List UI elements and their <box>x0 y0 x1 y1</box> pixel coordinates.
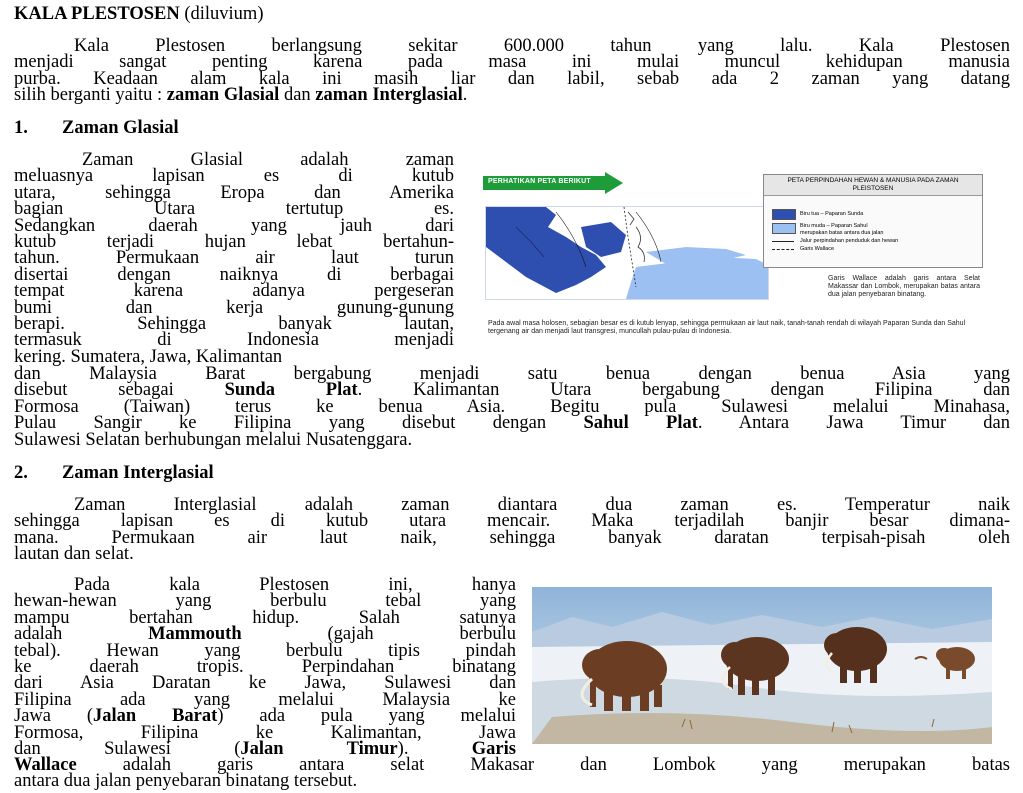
legend-line-route <box>772 241 794 242</box>
legend-swatch-sahul <box>772 223 796 234</box>
map-arrow-label: PERHATIKAN PETA BERIKUT <box>488 178 591 185</box>
migration-map-figure <box>478 168 1008 350</box>
mammoth-image <box>532 587 992 744</box>
legend-item-route: Jalur perpindahan penduduk dan hewan <box>800 238 899 244</box>
legend-line-wallace <box>772 249 794 250</box>
legend-item-sahul: Biru muda – Paparan Sahul <box>800 223 868 229</box>
map-legend <box>763 174 983 268</box>
legend-item-wallace: Garis Wallace <box>800 246 835 252</box>
wallace-note: Garis Wallace adalah garis antara Selat Makassar dan Lombok, merupakan batas antara dua jalan penyebaran binatang. <box>828 275 980 298</box>
legend-item-boundary: merupakan batas antara dua jalan <box>800 230 884 236</box>
section-heading-interglasial: 2. Zaman Interglasial <box>14 463 214 483</box>
legend-item-sunda: Biru tua – Paparan Sunda <box>800 211 864 217</box>
glasial-full-paragraph: dan Malaysia Barat bergabung menjadi satu benua dengan benua Asia yang disebut sebagai Sunda Plat. Kalimantan Utara bergabung dengan Filipina dan Formosa (Taiwan) terus ke benua Asia. Begitu pula Sulawesi melalui Minahasa, Pulau Sangir ke Filipina yang disebut dengan Sahul Plat. Antara Jawa Timur dan Sulawesi Selatan berhubungan melalui Nusatenggara. <box>14 364 1010 450</box>
legend-title: PETA PERPINDAHAN HEWAN & MANUSIA PADA ZAMAN PLEISTOSEN <box>764 175 982 196</box>
legend-swatch-sunda <box>772 209 796 220</box>
wallace-paragraph: Wallace adalah garis antara selat Makasar dan Lombok yang merupakan batas antara dua jalan penyebaran binatang tersebut. <box>14 755 1010 792</box>
section-heading-glasial: 1. Zaman Glasial <box>14 118 179 138</box>
interglasial-paragraph: Zaman Interglasial adalah zaman diantara dua zaman es. Temperatur naik sehingga lapisan es di kutub utara mencair. Maka terjadilah banjir besar dimana- mana. Permukaan air laut naik, sehingga banyak daratan terpisah-pisah oleh lautan dan selat. <box>14 495 1010 565</box>
page-title: KALA PLESTOSEN (diluvium) <box>14 4 264 24</box>
glasial-left-column: Zaman Glasial adalah zaman meluasnya lapisan es di kutub utara, sehingga Eropa dan Amerika bagian Utara tertutup es. Sedangkan daerah yang jauh dari kutub terjadi hujan lebat bertahun- tahun. Permukaan air laut turun disertai dengan naiknya di berbagai tempat karena adanya pergeseran bumi dan kerja gunung-gunung berapi. Sehingga banyak lautan, termasuk di Indonesia menjadi kering. Sumatera, Jawa, Kalimantan <box>14 150 454 367</box>
fauna-left-column: Pada kala Plestosen ini, hanya hewan-hewan yang berbulu tebal yang mampu bertahan hidup. Salah satunya adalah Mammouth (gajah berbulu tebal). Hewan yang berbulu tipis pindah ke daerah tropis. Perpindahan binatang dari Asia Daratan ke Jawa, Sulawesi dan Filipina ada yang melalui Malaysia ke Jawa (Jalan Barat) ada pula yang melalui Formosa, Filipina ke Kalimantan, Jawa dan Sulawesi (Jalan Timur). Garis <box>14 575 516 760</box>
map-caption: Pada awal masa holosen, sebagian besar es di kutub lenyap, sehingga permukaan air laut naik, tanah-tanah rendah di wilayah Paparan Sunda dan Sahul tergenang air dan menjadi laut transgresi, muncullah pulau-pulau di Indonesia. <box>488 320 966 336</box>
intro-paragraph: Kala Plestosen berlangsung sekitar 600.000 tahun yang lalu. Kala Plestosen menjadi sangat penting karena pada masa ini mulai muncul kehidupan manusia purba. Keadaan alam kala ini masih liar dan labil, sebab ada 2 zaman yang datang silih berganti yaitu : zaman Glasial dan zaman Interglasial. <box>14 36 1010 106</box>
map-image <box>485 206 769 300</box>
